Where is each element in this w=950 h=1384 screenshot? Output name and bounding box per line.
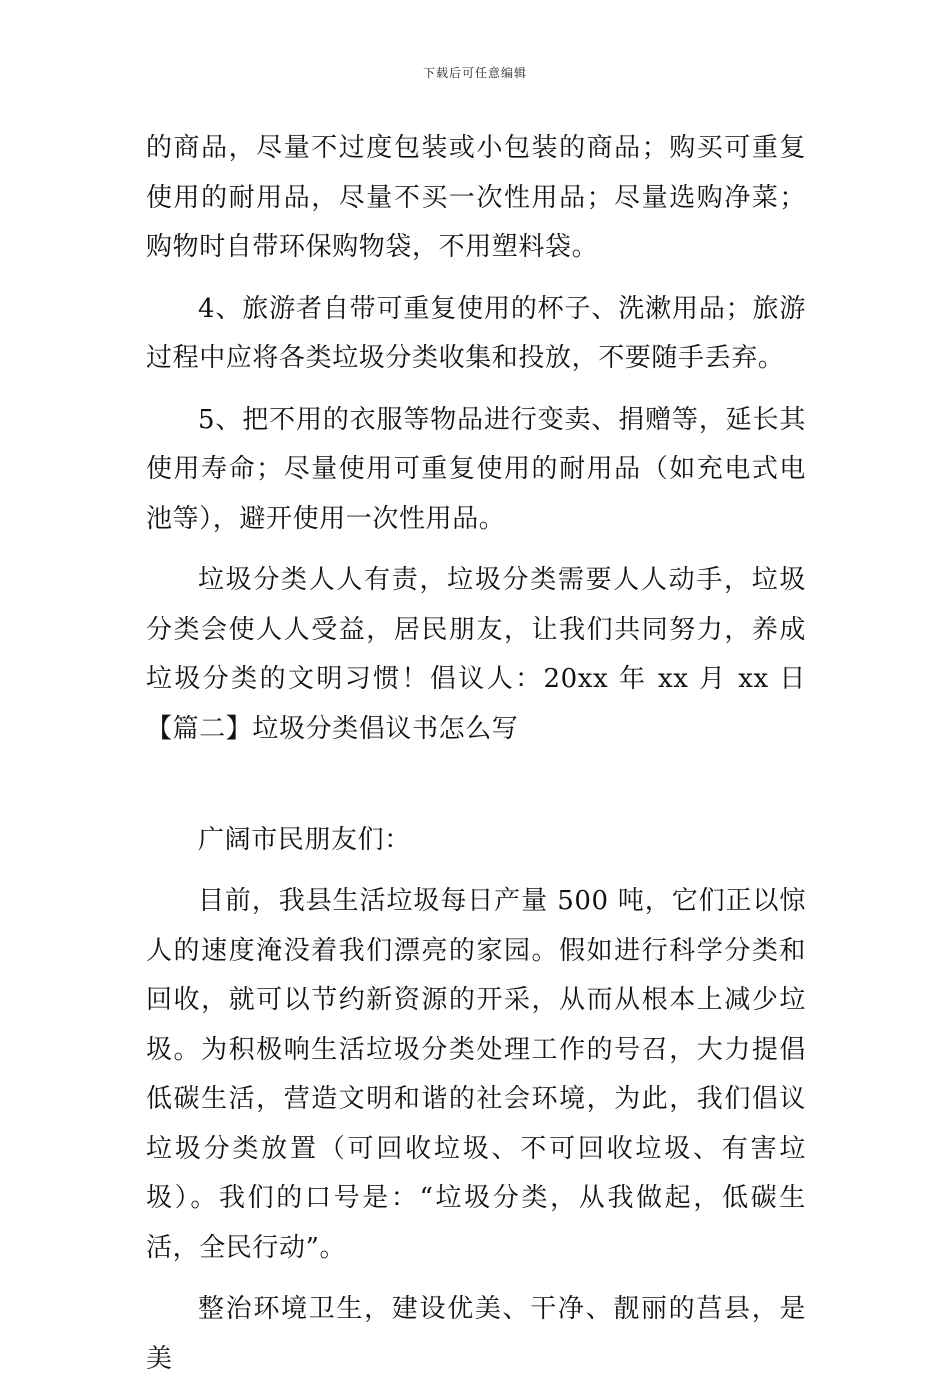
spacer (146, 273, 806, 285)
spacer (146, 544, 806, 556)
paragraph-continuation: 的商品，尽量不过度包装或小包装的商品；购买可重复使用的耐用品，尽量不买一次性用品；尽量选购净菜；购物时自带环保购物袋，不用塑料袋。 (146, 133, 806, 262)
spacer (146, 1273, 806, 1285)
page-header: 下载后可任意编辑 (422, 66, 527, 80)
paragraph-body: 目前，我县生活垃圾每日产量 500 吨，它们正以惊人的速度淹没着我们漂亮的家园。假如进行科学分类和回收，就可以节约新资源的开采，从而从根本上减少垃圾。为积极响生活垃圾分类处理工作的号召，大力提倡低碳生活，营造文明和谐的社会环境，为此，我们倡议垃圾分类放置（可回收垃圾、不可回收垃圾、有害垃圾）。我们的口号是：“垃圾分类，从我做起，低碳生活，全民行动”。 (146, 886, 806, 1263)
paragraph-item-4: 4、旅游者自带可重复使用的杯子、洗漱用品；旅游过程中应将各类垃圾分类收集和投放，不要随手丢弃。 (146, 293, 806, 373)
blank-line (146, 754, 806, 804)
document-body (146, 124, 869, 1384)
paragraph-last: 整治环境卫生，建设优美、干净、靓丽的莒县，是美 (146, 1294, 806, 1374)
paragraph-salutation: 广阔市民朋友们： (198, 824, 411, 855)
spacer (146, 865, 806, 877)
paragraph-item-5: 5、把不用的衣服等物品进行变卖、捐赠等，延长其使用寿命；尽量使用可重复使用的耐用品（如充电式电池等），避开使用一次性用品。 (146, 404, 806, 534)
paragraph-closing: 垃圾分类人人有责，垃圾分类需要人人动手，垃圾分类会使人人受益，居民朋友，让我们共同努力，养成垃圾分类的文明习惯！倡议人：20xx 年 xx 月 xx 日 【篇二】垃圾分类倡议书怎么写 (146, 565, 869, 744)
spacer (146, 384, 806, 396)
spacer (146, 804, 806, 816)
